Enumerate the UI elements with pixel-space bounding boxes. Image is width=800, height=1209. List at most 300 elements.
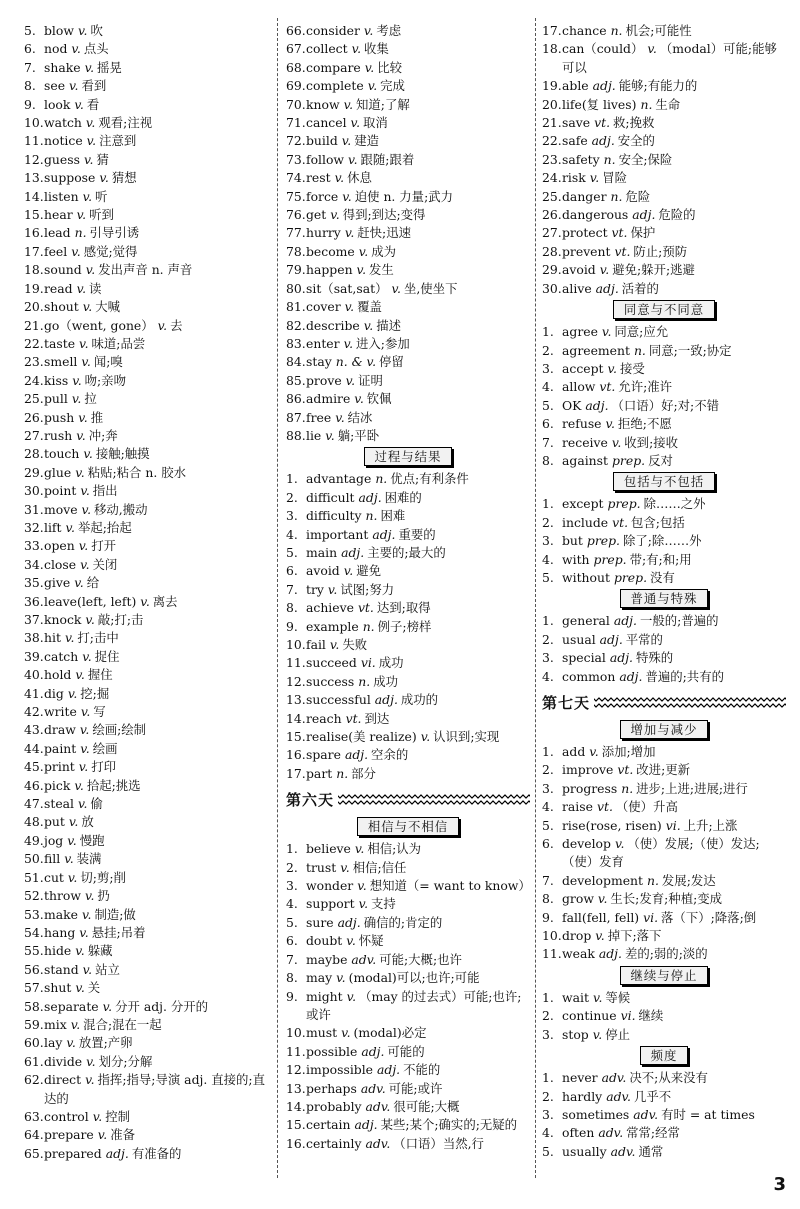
entry-part-of-speech: adj. (377, 1062, 401, 1078)
entry-number: 3. (542, 533, 554, 549)
entry-part-of-speech: adj. (372, 526, 396, 542)
entry-meaning: 决不;从来没有 (629, 1070, 708, 1086)
entry-part-of-speech: v. (82, 648, 92, 664)
vocab-entry (286, 636, 530, 654)
vocab-entry (24, 1034, 272, 1052)
entry-number: 5. (286, 914, 298, 930)
entry-word: complete (306, 78, 364, 94)
entry-word: impossible (306, 1062, 374, 1078)
entry-meaning: 可能;大概;也许 (379, 951, 462, 967)
entry-word: fall(fell, fell) (562, 909, 640, 925)
vocab-entry (286, 969, 530, 987)
entry-number: 4. (542, 799, 554, 815)
entry-meaning: 成功 (378, 655, 404, 671)
entry-number: 30. (542, 280, 562, 296)
vocab-entry (286, 243, 530, 261)
vocab-entry (24, 593, 272, 611)
entry-number: 1. (286, 471, 298, 487)
entry-number: 1. (542, 496, 554, 512)
entry-part-of-speech: vi. (665, 817, 681, 833)
entry-number: 36. (24, 593, 44, 609)
entry-meaning: 成功的 (400, 692, 439, 708)
vocab-column-1 (24, 22, 272, 1163)
entry-part-of-speech: v. (92, 1108, 103, 1124)
vocab-entry (286, 353, 530, 371)
entry-part-of-speech: v. (71, 243, 81, 259)
entry-number: 8. (286, 970, 298, 986)
entry-word: try (306, 581, 324, 597)
entry-word: build (306, 133, 338, 149)
entry-word: happen (306, 262, 353, 278)
vocab-entry (24, 77, 272, 95)
entry-part-of-speech: v. (420, 729, 431, 745)
vocab-entry (286, 710, 530, 728)
entry-part-of-speech: v. (82, 188, 93, 204)
entry-number: 4. (286, 526, 298, 542)
vocab-entry (24, 998, 272, 1016)
entry-part-of-speech: v. (82, 299, 93, 315)
entry-number: 57. (24, 980, 44, 996)
entry-number: 6. (286, 933, 298, 949)
entry-number: 10. (286, 637, 306, 652)
entry-number: 10. (24, 115, 44, 131)
vocab-entry (286, 224, 530, 242)
vocab-entry (286, 335, 530, 353)
entry-number: 2. (542, 514, 554, 530)
entry-meaning: 收到;接收 (624, 434, 679, 450)
entry-word: receive (562, 434, 608, 450)
entry-number: 67. (286, 41, 306, 57)
entry-word: probably (306, 1098, 362, 1114)
entry-word: reach (306, 710, 342, 726)
entry-meaning: 安全;保险 (618, 151, 673, 167)
entry-number: 5. (542, 569, 554, 585)
entry-meaning: 不能的 (403, 1062, 441, 1078)
entry-word: succeed (306, 655, 357, 671)
entry-part-of-speech: v. (64, 630, 75, 646)
entry-word: hurry (306, 225, 341, 241)
entry-word: smell (44, 354, 78, 370)
entry-meaning: 有准备的 (131, 1145, 182, 1161)
entry-meaning: 冒险 (602, 170, 628, 186)
entry-number: 18. (24, 262, 44, 278)
entry-part-of-speech: v. (335, 409, 345, 425)
section-header-label: 相信与不相信 (357, 817, 459, 836)
entry-number: 85. (286, 372, 306, 388)
entry-meaning: 赶快;迅速 (357, 225, 412, 241)
vocab-entry (542, 132, 786, 150)
entry-number: 80. (286, 280, 306, 296)
vocab-entry (24, 721, 272, 739)
entry-part-of-speech: adv. (633, 1106, 659, 1122)
entry-number: 82. (286, 317, 306, 333)
entry-part-of-speech: n. (647, 872, 659, 888)
vocab-entry (542, 514, 786, 532)
entry-word: agree (562, 324, 598, 340)
entry-part-of-speech: vt. (596, 799, 613, 815)
entry-number: 77. (286, 225, 306, 241)
vocab-entry (24, 961, 272, 979)
entry-meaning: 打;击中 (77, 630, 119, 646)
entry-part-of-speech: v. (66, 1035, 76, 1051)
vocab-entry (542, 1106, 786, 1124)
entry-number: 88. (286, 427, 306, 443)
entry-number: 63. (24, 1108, 44, 1124)
entry-word: stay (306, 354, 332, 370)
entry-number: 16. (24, 225, 44, 241)
entry-word: go（went, gone） (44, 317, 154, 333)
entry-number: 86. (286, 391, 306, 407)
entry-number: 20. (542, 96, 562, 112)
vocab-entry (542, 989, 786, 1007)
vocab-entry (286, 526, 530, 544)
page-number: 3 (773, 1174, 786, 1195)
entry-meaning: 感觉;觉得 (83, 243, 138, 259)
entry-word: pull (44, 391, 68, 407)
entry-number: 76. (286, 207, 306, 223)
entry-word: touch (44, 446, 80, 462)
entry-number: 22. (542, 133, 562, 149)
entry-word: save (562, 115, 591, 131)
vocab-entry (24, 40, 272, 58)
entry-meaning: 安全的 (617, 133, 655, 149)
entry-number: 78. (286, 243, 306, 259)
entry-word: jog (44, 832, 64, 848)
vocab-entry (542, 551, 786, 569)
entry-meaning: （口语）好;对;不错 (611, 397, 720, 413)
entry-word: maybe (306, 951, 348, 967)
entry-part-of-speech: v. (75, 980, 85, 996)
entry-word: get (306, 207, 327, 223)
entry-number: 20. (24, 299, 44, 315)
vocab-entry (24, 22, 272, 40)
entry-part-of-speech: v. (80, 556, 90, 572)
entry-word: certain (306, 1117, 351, 1133)
vocab-entry (286, 581, 530, 599)
entry-word: consider (306, 23, 360, 38)
vocab-entry (24, 1071, 272, 1108)
entry-meaning: 装满 (76, 851, 102, 867)
entry-number: 18. (542, 41, 562, 57)
entry-part-of-speech: adj. (613, 613, 637, 629)
entry-word: know (306, 96, 340, 112)
entry-part-of-speech: prep. (593, 551, 627, 567)
entry-word: force (306, 188, 339, 204)
entry-part-of-speech: v. (346, 988, 357, 1004)
section-header-label: 同意与不同意 (613, 300, 715, 319)
entry-part-of-speech: n. (603, 151, 616, 167)
entry-word: sure (306, 914, 334, 930)
vocab-entry (24, 666, 272, 684)
vocab-entry (286, 951, 530, 969)
entry-meaning: 味道;品尝 (91, 335, 146, 351)
entry-meaning: 认识到;实现 (433, 729, 500, 745)
vocab-entry (542, 649, 786, 667)
vocab-entry (286, 988, 530, 1025)
vocab-entry (286, 298, 530, 316)
entry-part-of-speech: v. (78, 409, 88, 425)
entry-word: refuse (562, 416, 602, 432)
entry-word: dangerous (562, 207, 629, 223)
entry-part-of-speech: v. (363, 317, 374, 333)
entry-number: 1. (542, 744, 554, 759)
entry-number: 70. (286, 96, 306, 112)
entry-meaning: 上升;上涨 (683, 817, 738, 833)
entry-meaning: 确信的;肯定的 (363, 914, 443, 930)
entry-word: pick (44, 777, 71, 793)
entry-word: nod (44, 41, 68, 57)
entry-word: risk (562, 170, 586, 186)
vocab-entry (542, 1143, 786, 1161)
entry-meaning: 掉下;落下 (607, 928, 662, 944)
entry-meaning: 迫使 n. 力量;武力 (354, 188, 454, 204)
entry-word: write (44, 704, 77, 720)
entry-meaning: 防止;预防 (633, 243, 688, 259)
entry-meaning: 跟随;跟着 (360, 151, 415, 167)
entry-word: wonder (306, 878, 354, 894)
entry-word: OK (562, 397, 582, 413)
entry-meaning: 可能的 (387, 1043, 425, 1059)
entry-part-of-speech: n. (336, 765, 349, 781)
vocab-entry (24, 685, 272, 703)
entry-word: except (562, 496, 604, 512)
entry-word: trust (306, 859, 337, 875)
entry-meaning: 空余的 (371, 747, 409, 763)
entry-part-of-speech: adj. (105, 1145, 129, 1161)
entry-meaning: 知道;了解 (356, 96, 410, 112)
entry-part-of-speech: v. (343, 96, 354, 112)
entry-number: 26. (542, 207, 562, 223)
entry-part-of-speech: v. (340, 859, 350, 875)
entry-meaning: 同意;一致;协定 (648, 342, 732, 358)
entry-meaning: 继续 (638, 1008, 664, 1024)
entry-word: grow (562, 891, 594, 907)
entry-word: mix (44, 1016, 67, 1032)
vocab-entry (542, 743, 786, 761)
entry-meaning: 一般的;普遍的 (639, 613, 719, 629)
entry-part-of-speech: v. (69, 78, 79, 94)
vocab-entry (542, 243, 786, 261)
entry-part-of-speech: v. (599, 262, 610, 278)
vocab-entry (24, 280, 272, 298)
entry-number: 8. (24, 78, 36, 94)
entry-meaning: 吹 (90, 23, 103, 38)
entry-number: 74. (286, 170, 306, 186)
entry-word: successful (306, 692, 371, 708)
entry-number: 1. (542, 613, 554, 629)
entry-meaning: 去 (170, 317, 183, 333)
vocab-entry (542, 360, 786, 378)
entry-meaning: 支持 (371, 896, 396, 912)
entry-meaning: 差的;弱的;淡的 (624, 946, 708, 962)
entry-number: 48. (24, 814, 44, 830)
entry-number: 71. (286, 115, 306, 131)
entry-word: direct (44, 1072, 82, 1088)
entry-number: 66. (286, 23, 306, 38)
vocab-entry (286, 261, 530, 279)
vocab-entry (542, 569, 786, 587)
entry-meaning: 控制 (105, 1108, 130, 1124)
vocab-entry (542, 378, 786, 396)
entry-part-of-speech: adj. (361, 1043, 385, 1059)
column-divider (535, 18, 536, 1178)
entry-word: accept (562, 360, 604, 376)
entry-part-of-speech: v. (341, 133, 352, 149)
entry-word: cut (44, 869, 64, 885)
entry-number: 19. (542, 78, 562, 94)
entry-meaning: 包含;包括 (631, 514, 685, 530)
entry-word: make (44, 906, 78, 922)
entry-word: rise(rose, risen) (562, 817, 662, 833)
entry-number: 73. (286, 151, 306, 167)
entry-number: 26. (24, 409, 44, 425)
vocab-entry (542, 280, 786, 298)
entry-meaning: 落（下）;降落;倒 (661, 909, 757, 925)
vocab-entry (542, 188, 786, 206)
entry-meaning: 听到 (89, 207, 114, 223)
vocab-entry (542, 1124, 786, 1142)
vocab-entry (286, 562, 530, 580)
entry-meaning: 发生 (369, 262, 394, 278)
entry-word: improve (562, 762, 614, 778)
entry-meaning: 离去 (152, 593, 178, 609)
entry-number: 11. (24, 133, 44, 149)
entry-number: 17. (24, 243, 44, 259)
entry-meaning: 成为 (371, 243, 396, 259)
entry-word: look (44, 96, 71, 112)
entry-number: 3. (542, 1106, 554, 1122)
vocab-entry (542, 817, 786, 835)
vocab-entry (286, 932, 530, 950)
entry-word: success (306, 673, 355, 689)
vocab-entry (24, 795, 272, 813)
entry-number: 2. (286, 859, 298, 875)
entry-part-of-speech: v. (341, 1025, 351, 1041)
vocab-entry (24, 353, 272, 371)
entry-meaning: 证明 (358, 372, 383, 388)
vocab-entry (24, 261, 272, 279)
entry-word: doubt (306, 933, 343, 949)
entry-number: 29. (542, 262, 562, 278)
vocab-entry (24, 740, 272, 758)
entry-part-of-speech: vt. (612, 514, 629, 530)
entry-part-of-speech: v. (79, 335, 89, 351)
vocab-entry (286, 859, 530, 877)
vocab-entry (542, 872, 786, 890)
vocab-entry (286, 390, 530, 408)
entry-part-of-speech: v. (85, 612, 95, 627)
entry-word: watch (44, 115, 82, 131)
entry-meaning: 试图;努力 (340, 581, 395, 597)
entry-meaning: （may 的过去式）可能;也许;或许 (306, 988, 522, 1022)
vocab-entry (24, 132, 272, 150)
entry-word: give (44, 575, 71, 591)
entry-part-of-speech: v. (71, 41, 81, 57)
vocab-entry (542, 77, 786, 95)
entry-meaning: 除……之外 (643, 496, 706, 512)
entry-part-of-speech: v. (607, 360, 617, 376)
vocab-entry (24, 188, 272, 206)
entry-meaning: 拾起;挑选 (86, 777, 141, 793)
entry-meaning: 危险的 (658, 207, 696, 223)
entry-meaning: 通常 (638, 1143, 664, 1159)
entry-word: shake (44, 59, 81, 75)
entry-part-of-speech: adj. (358, 489, 382, 505)
vocab-entry (542, 261, 786, 279)
entry-part-of-speech: v. (334, 170, 345, 186)
entry-word: wait (562, 989, 589, 1005)
section-header-label: 继续与停止 (620, 966, 709, 985)
entry-word: hear (44, 207, 73, 223)
entry-word: achieve (306, 600, 354, 616)
vocab-entry (24, 1126, 272, 1144)
entry-word: fail (306, 637, 326, 652)
vocab-entry (542, 890, 786, 908)
entry-meaning: 接受 (619, 360, 645, 376)
entry-part-of-speech: adv. (365, 1098, 391, 1114)
entry-number: 27. (24, 427, 44, 443)
entry-number: 25. (542, 188, 562, 204)
vocab-entry (542, 342, 786, 360)
vocab-entry (24, 906, 272, 924)
entry-number: 11. (542, 946, 562, 962)
entry-part-of-speech: v. (351, 41, 362, 57)
entry-part-of-speech: vi. (360, 655, 376, 671)
entry-meaning: 建造 (354, 133, 380, 149)
entry-part-of-speech: v. (102, 998, 113, 1014)
entry-part-of-speech: prep. (586, 533, 620, 549)
entry-word: difficulty (306, 508, 362, 524)
entry-part-of-speech: v. (71, 391, 82, 407)
entry-word: move (44, 501, 78, 517)
entry-word: development (562, 872, 643, 888)
entry-meaning: 活着的 (621, 280, 659, 296)
entry-part-of-speech: adv. (606, 1088, 631, 1104)
entry-number: 84. (286, 354, 306, 370)
entry-word: lift (44, 519, 62, 535)
entry-number: 13. (286, 1080, 306, 1096)
section-header (542, 589, 786, 611)
entry-number: 5. (286, 544, 298, 560)
entry-number: 50. (24, 851, 44, 867)
entry-word: hold (44, 667, 72, 683)
entry-part-of-speech: v. (74, 575, 84, 591)
entry-word: may (306, 970, 333, 986)
vocab-entry (286, 188, 530, 206)
entry-word: lie (306, 427, 322, 443)
entry-part-of-speech: adj. (591, 133, 615, 149)
entry-part-of-speech: adv. (601, 1070, 627, 1086)
entry-word: push (44, 409, 75, 425)
entry-part-of-speech: v. (364, 59, 375, 75)
entry-number: 11. (286, 655, 306, 671)
entry-part-of-speech: v. (74, 777, 84, 793)
entry-meaning: 同意;应允 (614, 324, 669, 340)
vocab-entry (24, 243, 272, 261)
vocab-entry (286, 280, 530, 298)
entry-number: 52. (24, 888, 44, 904)
vocab-entry (542, 415, 786, 433)
vocab-entry (286, 1116, 530, 1134)
entry-word: chance (562, 23, 607, 38)
entry-number: 9. (24, 96, 36, 112)
entry-number: 4. (542, 551, 554, 567)
entry-part-of-speech: vi. (643, 909, 659, 925)
day-heading (286, 787, 530, 815)
entry-word: agreement (562, 342, 630, 358)
entry-number: 2. (542, 342, 554, 358)
entry-word: compare (306, 59, 361, 75)
